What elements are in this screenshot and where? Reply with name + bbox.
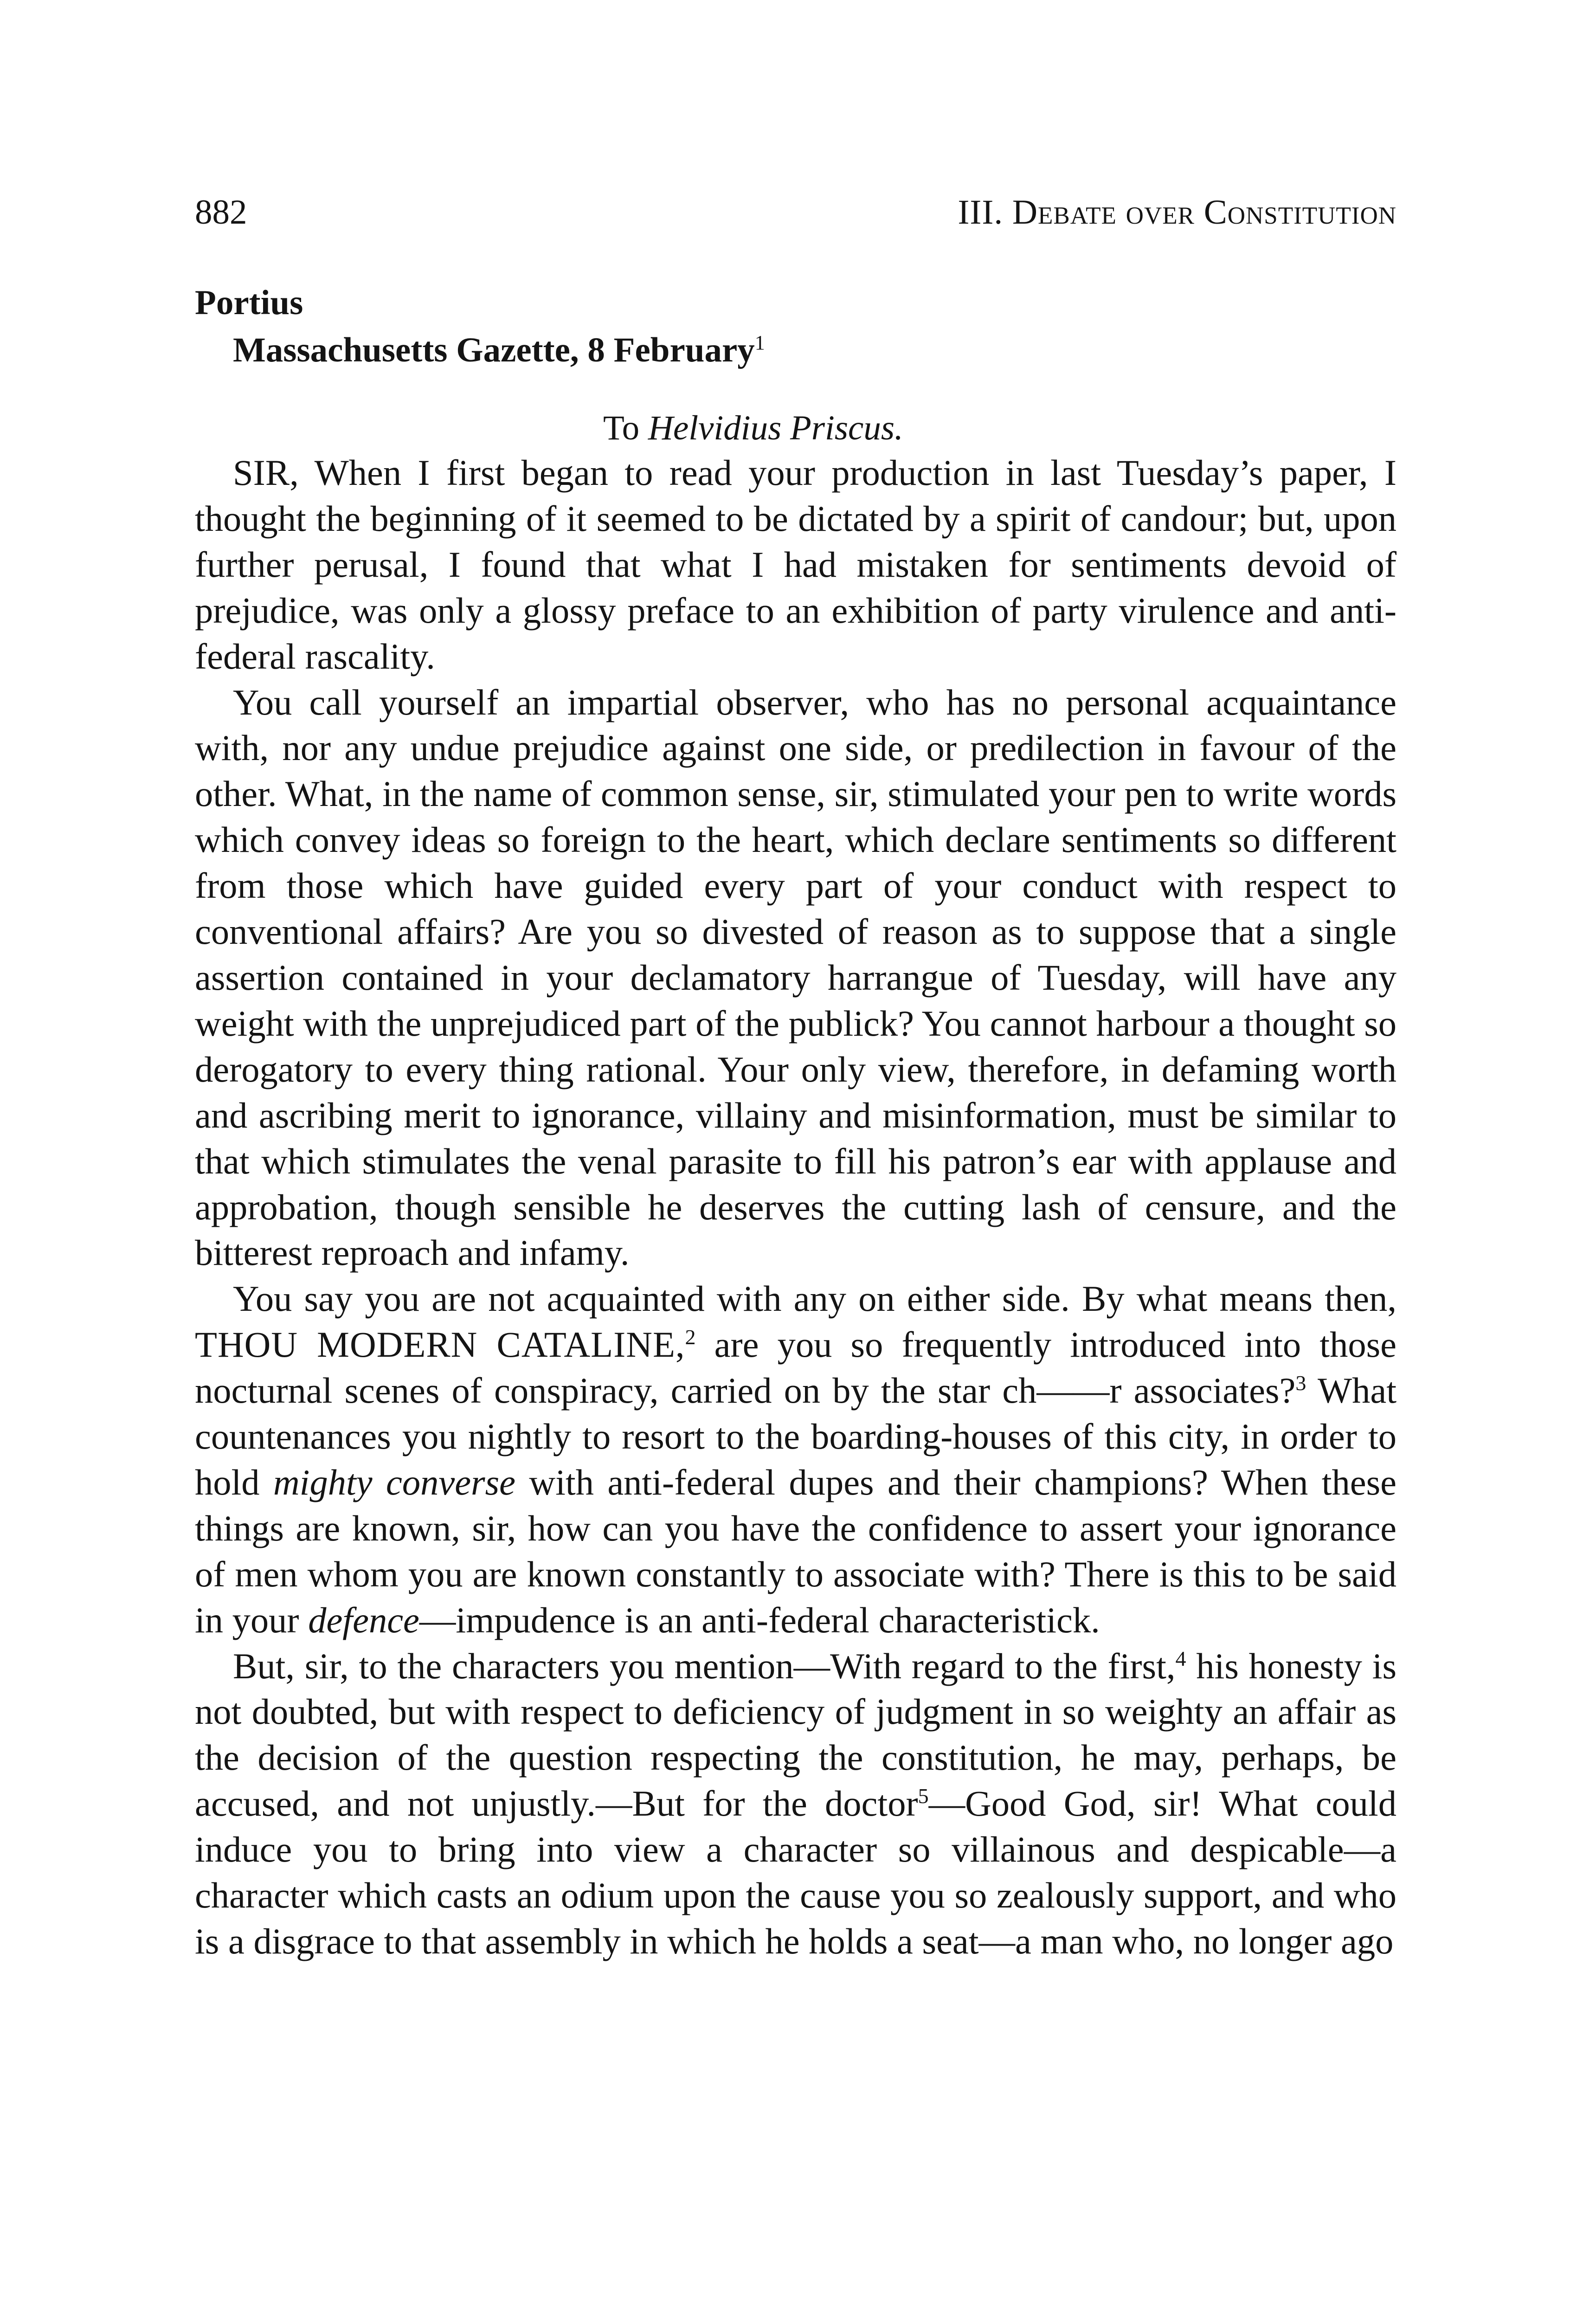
footnote-ref: 3	[1295, 1371, 1306, 1395]
paragraph-4	[195, 1643, 1396, 1965]
running-head	[195, 193, 1396, 239]
entry-source-title: Massachusetts Gazette, 8 February	[233, 331, 755, 369]
paragraph-3-italic: mighty converse	[273, 1462, 515, 1502]
paragraph-3-caps: THOU MODERN CATALINE,	[195, 1324, 685, 1365]
paragraph-3-text: with anti-federal dupes and their champions? When these things are known, sir, how can you have the confidence to assert your ignorance of men whom you are known constantly to associate with? There is this to be said in your	[195, 1462, 1397, 1640]
letter-body	[195, 450, 1396, 1965]
paragraph-3-text: are you so frequently introduced into those nocturnal scenes of conspiracy, carried on by the star ch——r associates?	[195, 1324, 1396, 1411]
salutation-addressee: Helvidius Priscus.	[648, 409, 903, 447]
paragraph-2: You call yourself an impartial observer, who has no personal acquaintance with, nor any undue prejudice against one side, or predilection in favour of the other. What, in the name of common sense, sir, stimulated your pen to write words which convey ideas so foreign to the heart, which declare sentiments so different from those which have guided every part of your conduct with respect to conventional affairs? Are you so divested of reason as to suppose that a single assertion contained in your declamatory harrangue of Tuesday, will have any weight with the unprejudiced part of the publick? You cannot harbour a thought so derogatory to every thing rational. Your only view, therefore, in defaming worth and ascribing merit to ignorance, villainy and misinformation, must be similar to that which stimulates the venal parasite to fill his patron’s ear with applause and approbation, though sensible he deserves the cutting lash of censure, and the bitterest reproach and infamy.	[195, 682, 1396, 1273]
paragraph-3-text: What countenances you nightly to resort to the boarding-houses of this city, in order to hold	[195, 1370, 1397, 1502]
salutation	[603, 408, 903, 448]
salutation-to: To	[603, 409, 648, 447]
paragraph-1: SIR, When I first began to read your production in last Tuesday’s paper, I thought the beginning of it seemed to be dictated by a spirit of candour; but, upon further perusal, I found that what I had mistaken for sentiments devoid of prejudice, was only a glossy preface to an exhibition of party virulence and anti-federal rascality.	[195, 452, 1396, 677]
page-number: 882	[195, 193, 247, 232]
paragraph-3-italic: defence	[308, 1599, 419, 1640]
footnote-ref: 1	[754, 331, 765, 354]
paragraph-3-text: You say you are not acquainted with any on either side. By what means then,	[233, 1278, 1396, 1319]
footnote-ref: 4	[1175, 1646, 1186, 1670]
section-title: III. Debate over Constitution	[958, 193, 1396, 232]
paragraph-4-text: —Good God, sir! What could induce you to bring into view a character so villainous and despicable—a character which casts an odium upon the cause you so zealously support, and who is a disgrace to that assembly in which he holds a seat—a man who, no longer ago	[195, 1783, 1396, 1961]
paragraph-4-text: But, sir, to the characters you mention—With regard to the first,	[233, 1645, 1176, 1686]
entry-author: Portius	[195, 284, 303, 322]
paragraph-4-text: his honesty is not doubted, but with respect to deficiency of judgment in so weighty an affair as the decision of the question respecting the constitution, he may, perhaps, be accused, and not unjustly.—But for the doctor	[195, 1645, 1396, 1824]
entry-source	[233, 330, 765, 370]
footnote-ref: 5	[918, 1784, 929, 1808]
footnote-ref: 2	[685, 1325, 696, 1349]
paragraph-3-text: —impudence is an anti-federal characteristick.	[419, 1599, 1100, 1640]
paragraph-3	[195, 1276, 1396, 1643]
